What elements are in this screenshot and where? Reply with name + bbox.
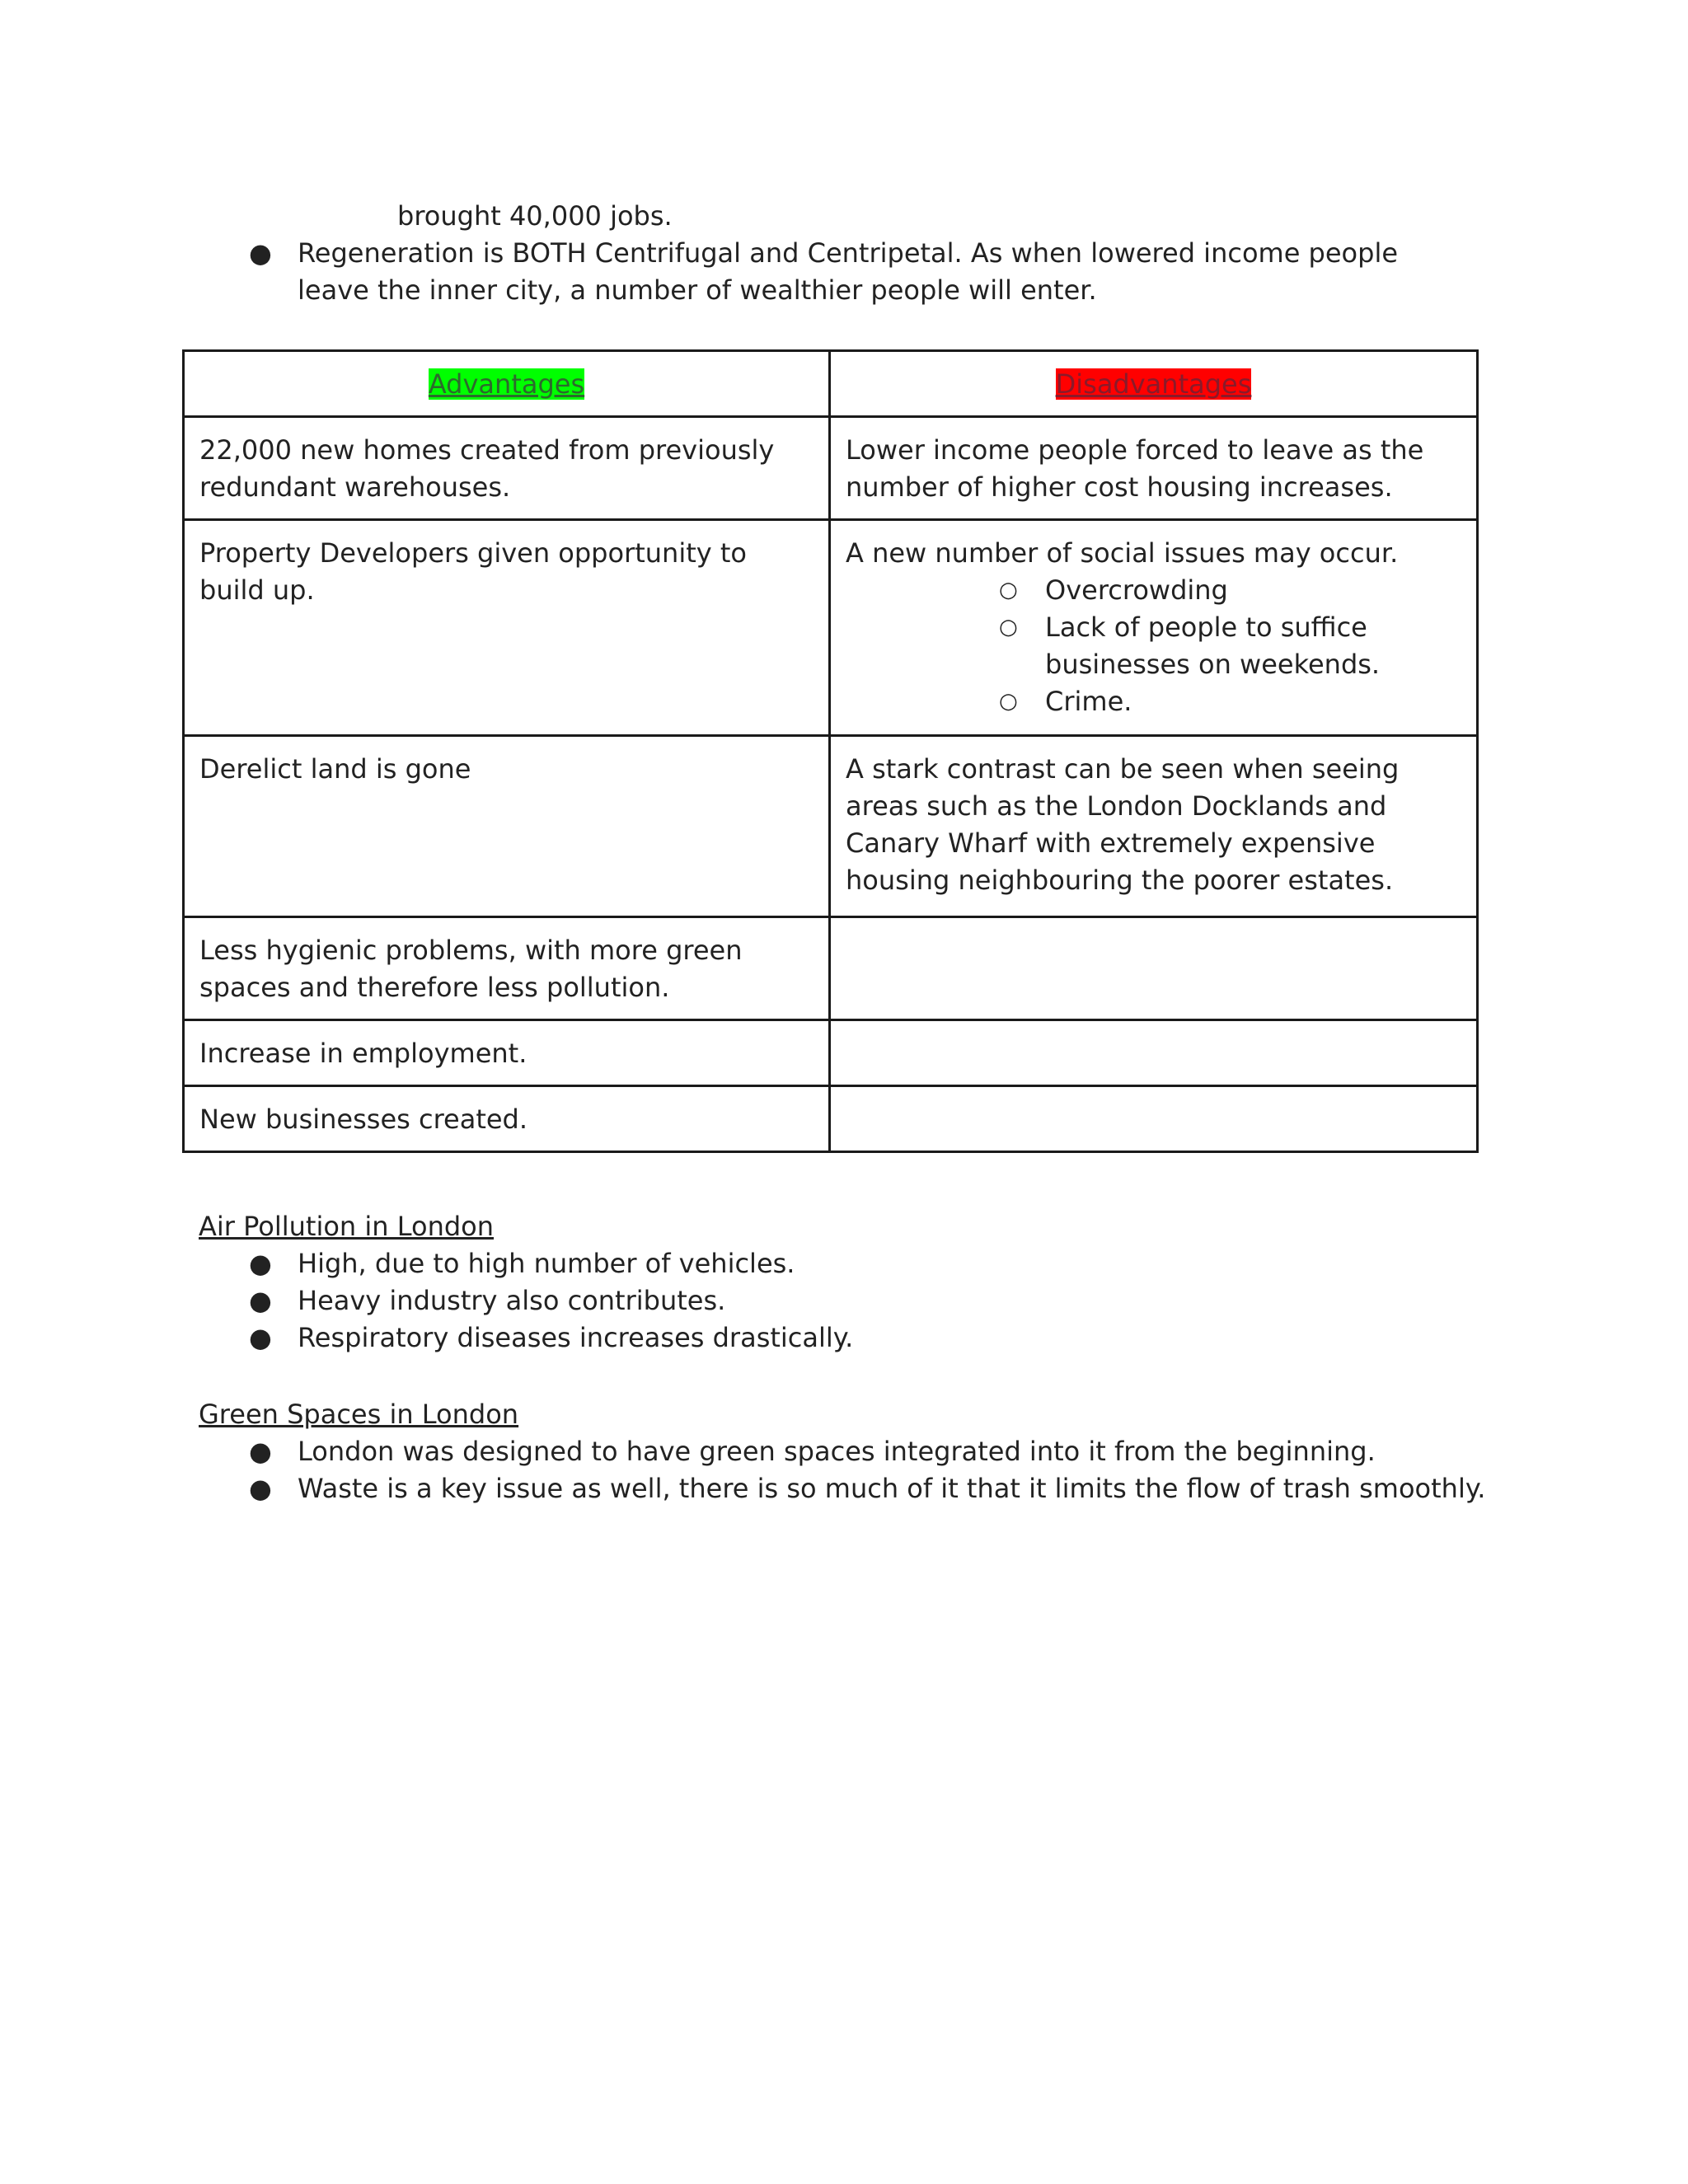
intro-bullet-list [0,235,1688,309]
continuation-text: brought 40,000 jobs. [397,200,673,232]
list-item [0,1319,1688,1357]
green-spaces-heading: Green Spaces in London [199,1399,519,1430]
bullet-icon: ● [249,1473,272,1504]
bullet-icon: ● [249,1285,272,1316]
advantage-cell: Less hygienic problems, with more green spaces and therefore less pollution. [184,917,830,1020]
disadvantage-cell: Lower income people forced to leave as the number of higher cost housing increases. [830,417,1478,520]
list-item-text: Crime. [1045,686,1132,717]
list-item [0,1433,1688,1470]
table-row [184,736,1478,917]
table-row [184,1020,1478,1086]
disadvantage-cell: A stark contrast can be seen when seeing areas such as the London Docklands and Canary Wharf with extremely expensive housing neighbouring the poorer estates. [830,736,1478,917]
air-pollution-list [0,1245,1688,1357]
disadvantages-header-cell [830,351,1478,417]
bullet-icon: ● [249,1436,272,1467]
advantages-header: Advantages [428,368,585,400]
advantages-header-cell [184,351,830,417]
list-item [846,609,1461,683]
table-row [184,417,1478,520]
list-item [0,1245,1688,1282]
disadvantage-text: A new number of social issues may occur. [846,537,1399,569]
green-spaces-list [0,1433,1688,1507]
disadvantage-cell [830,1086,1478,1152]
list-item [0,1470,1688,1507]
sub-bullet-icon: ○ [999,615,1018,640]
list-item [846,572,1461,609]
disadvantages-header: Disadvantages [1055,368,1252,400]
table-row [184,1086,1478,1152]
disadvantage-cell [830,917,1478,1020]
list-item [0,1282,1688,1319]
list-item-text: Overcrowding [1045,574,1228,606]
bullet-icon: ● [249,237,272,269]
air-pollution-heading: Air Pollution in London [199,1211,495,1242]
list-item-text: Heavy industry also contributes. [298,1285,726,1316]
sub-bullet-icon: ○ [999,689,1018,714]
advantage-cell: New businesses created. [184,1086,830,1152]
advantage-cell: Increase in employment. [184,1020,830,1086]
advantages-disadvantages-table [182,349,1479,1153]
bullet-icon: ● [249,1322,272,1353]
advantage-cell: Property Developers given opportunity to build up. [184,520,830,736]
list-item-text: Respiratory diseases increases drastically. [298,1322,854,1353]
sub-bullet-icon: ○ [999,578,1018,602]
disadvantage-cell [830,520,1478,736]
social-issues-list [846,572,1461,720]
advantage-cell: Derelict land is gone [184,736,830,917]
table-row [184,917,1478,1020]
list-item [0,235,1451,309]
advantage-cell: 22,000 new homes created from previously redundant warehouses. [184,417,830,520]
list-item [846,683,1461,720]
list-item-text: Regeneration is BOTH Centrifugal and Centripetal. As when lowered income people leave the inner city, a number of wealthier people will enter. [298,237,1399,306]
list-item-text: Lack of people to suffice businesses on weekends. [1045,612,1381,680]
list-item-text: Waste is a key issue as well, there is so much of it that it limits the flow of trash smoothly. [298,1473,1486,1504]
disadvantage-cell [830,1020,1478,1086]
list-item-text: London was designed to have green spaces integrated into it from the beginning. [298,1436,1376,1467]
list-item-text: High, due to high number of vehicles. [298,1248,795,1279]
table-row [184,520,1478,736]
table-header-row [184,351,1478,417]
bullet-icon: ● [249,1248,272,1279]
